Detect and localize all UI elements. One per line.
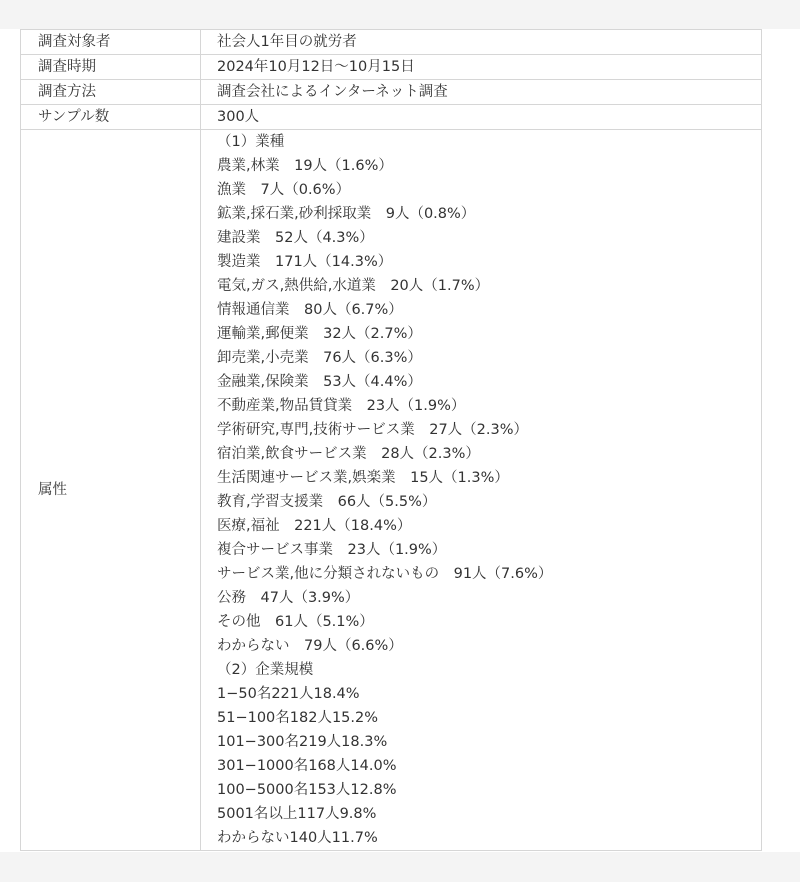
company-size-heading: （2）企業規模 xyxy=(217,662,314,678)
industry-item: 不動産業,物品賃貸業 23人（1.9%） xyxy=(217,398,466,414)
industry-item: 製造業 171人（14.3%） xyxy=(217,254,393,270)
industry-item: 生活関連サービス業,娯楽業 15人（1.3%） xyxy=(217,470,509,486)
industry-item: 漁業 7人（0.6%） xyxy=(217,182,351,198)
row-value-period: 2024年10月12日～10月15日 xyxy=(201,55,762,80)
row-label-attributes: 属性 xyxy=(21,130,201,851)
industry-item: 運輸業,郵便業 32人（2.7%） xyxy=(217,326,422,342)
content-sheet xyxy=(0,29,800,852)
industry-item: 農業,林業 19人（1.6%） xyxy=(217,158,393,174)
survey-overview-table xyxy=(20,29,762,851)
industry-item: 医療,福祉 221人（18.4%） xyxy=(217,518,412,534)
industry-list xyxy=(217,154,761,658)
row-value-method: 調査会社によるインターネット調査 xyxy=(201,80,762,105)
row-label-target: 調査対象者 xyxy=(21,30,201,55)
row-label-sample: サンプル数 xyxy=(21,105,201,130)
row-label-method: 調査方法 xyxy=(21,80,201,105)
company-size-item: 101−300名219人18.3% xyxy=(217,734,388,750)
row-value-sample: 300人 xyxy=(201,105,762,130)
company-size-item: わからない140人11.7% xyxy=(217,830,378,846)
industry-item: わからない 79人（6.6%） xyxy=(217,638,403,654)
table-row xyxy=(21,105,762,130)
industry-heading: （1）業種 xyxy=(217,134,285,150)
table-row xyxy=(21,30,762,55)
table-row xyxy=(21,55,762,80)
industry-item: 卸売業,小売業 76人（6.3%） xyxy=(217,350,422,366)
company-size-item: 51−100名182人15.2% xyxy=(217,710,379,726)
attributes-cell xyxy=(201,130,762,851)
company-size-item: 5001名以上117人9.8% xyxy=(217,806,377,822)
row-label-period: 調査時期 xyxy=(21,55,201,80)
company-size-item: 301−1000名168人14.0% xyxy=(217,758,397,774)
industry-item: 建設業 52人（4.3%） xyxy=(217,230,374,246)
industry-item: 複合サービス事業 23人（1.9%） xyxy=(217,542,447,558)
industry-item: 公務 47人（3.9%） xyxy=(217,590,360,606)
table-row xyxy=(21,80,762,105)
company-size-item: 100−5000名153人12.8% xyxy=(217,782,397,798)
company-size-list xyxy=(217,682,761,850)
industry-item: 宿泊業,飲食サービス業 28人（2.3%） xyxy=(217,446,480,462)
industry-item: 金融業,保険業 53人（4.4%） xyxy=(217,374,422,390)
company-size-item: 1−50名221人18.4% xyxy=(217,686,360,702)
industry-item: 電気,ガス,熱供給,水道業 20人（1.7%） xyxy=(217,278,490,294)
industry-item: 鉱業,採石業,砂利採取業 9人（0.8%） xyxy=(217,206,476,222)
row-value-target: 社会人1年目の就労者 xyxy=(201,30,762,55)
table-row xyxy=(21,130,762,851)
industry-item: 教育,学習支援業 66人（5.5%） xyxy=(217,494,437,510)
industry-item: 情報通信業 80人（6.7%） xyxy=(217,302,403,318)
industry-item: 学術研究,専門,技術サービス業 27人（2.3%） xyxy=(217,422,529,438)
industry-item: その他 61人（5.1%） xyxy=(217,614,374,630)
industry-item: サービス業,他に分類されないもの 91人（7.6%） xyxy=(217,566,553,582)
